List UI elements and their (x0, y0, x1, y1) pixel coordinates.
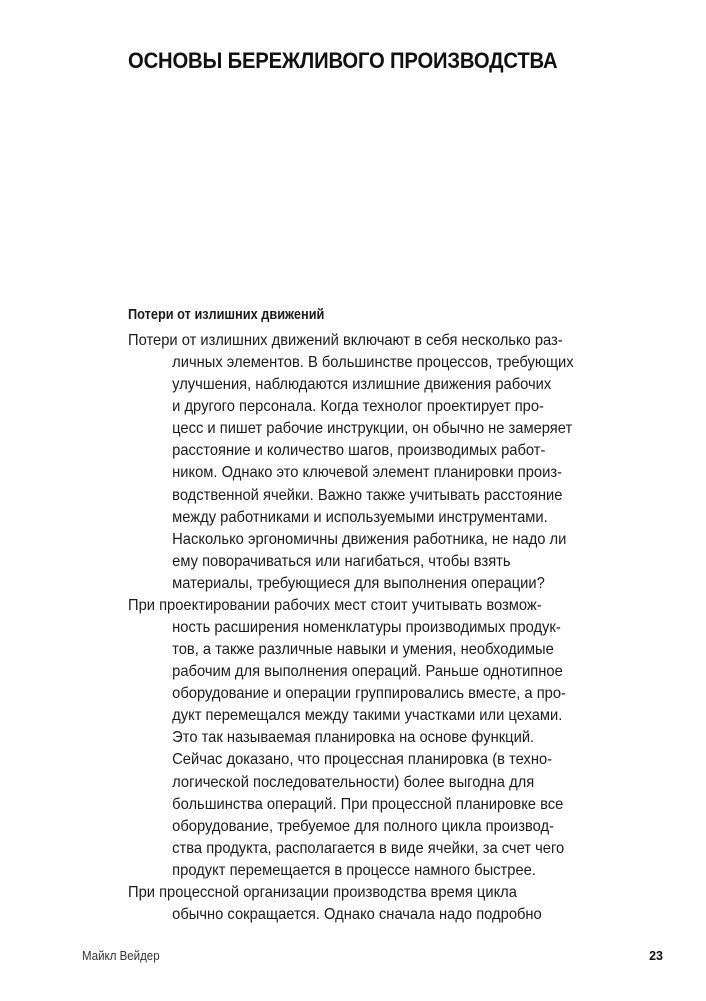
text-line: рабочим для выполнения операций. Раньше однотипное (172, 663, 563, 681)
text-line: При процессной организации производства время цикла (128, 883, 517, 901)
paragraph-3 (128, 882, 628, 926)
text-line: Это так называемая планировка на основе функций. (172, 729, 535, 747)
text-line: ником. Однако это ключевой элемент планировки произ- (172, 464, 562, 482)
page-number: 23 (649, 949, 663, 963)
body-text (128, 330, 628, 926)
paragraph-2 (128, 595, 628, 882)
text-line: продукт перемещается в процессе намного быстрее. (172, 861, 536, 879)
text-line: ему поворачиваться или нагибаться, чтобы взять (172, 552, 511, 570)
section-heading: Потери от излишних движений (128, 307, 325, 323)
text-line: личных элементов. В большинстве процессов, требующих (172, 354, 574, 372)
text-line: ства продукта, располагается в виде ячейки, за счет чего (172, 839, 565, 857)
text-line: Насколько эргономичны движения работника, не надо ли (172, 530, 567, 548)
text-line: логической последовательности) более выгодна для (172, 773, 535, 791)
text-line: Сейчас доказано, что процессная планировка (в техно- (172, 751, 553, 769)
text-line: обычно сокращается. Однако сначала надо подробно (172, 906, 542, 924)
text-line: и другого персонала. Когда технолог проектирует про- (172, 398, 544, 416)
text-line: большинства операций. При процессной планировке все (172, 795, 564, 813)
text-line: ность расширения номенклатуры производимых продук- (172, 619, 561, 637)
text-line: водственной ячейки. Важно также учитывать расстояние (172, 486, 563, 504)
text-line: оборудование, требуемое для полного цикла производ- (172, 817, 554, 835)
text-line: Потери от излишних движений включают в себя несколько раз- (128, 332, 563, 349)
text-line: При проектировании рабочих мест стоит учитывать возмож- (128, 596, 542, 614)
text-line: тов, а также различные навыки и умения, необходимые (172, 641, 554, 659)
text-line: расстояние и количество шагов, производимых работ- (172, 442, 546, 460)
text-line: цесс и пишет рабочие инструкции, он обычно не замеряет (172, 420, 573, 438)
text-line: материалы, требующиеся для выполнения операции? (172, 574, 545, 592)
footer-author: Майкл Вейдер (82, 949, 160, 963)
text-line: между работниками и используемыми инструментами. (172, 508, 548, 526)
paragraph-1 (128, 330, 628, 595)
text-line: улучшения, наблюдаются излишние движения рабочих (172, 376, 552, 394)
text-line: оборудование и операции группировались вместе, а про- (172, 685, 566, 703)
text-line: дукт перемещался между такими участками или цехами. (172, 707, 563, 725)
page-title: ОСНОВЫ БЕРЕЖЛИВОГО ПРОИЗВОДСТВА (128, 48, 558, 73)
